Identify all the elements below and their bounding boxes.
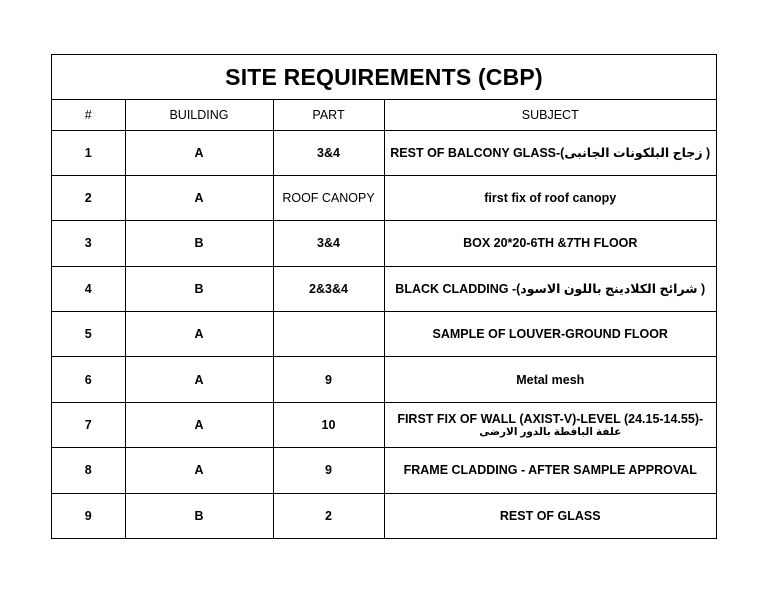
cell-subject — [384, 221, 716, 266]
cell-part — [273, 312, 384, 357]
table-row — [52, 130, 716, 175]
cell-building: B — [125, 266, 273, 311]
table-row — [52, 312, 716, 357]
subject-text: FRAME CLADDING - AFTER SAMPLE APPROVAL — [403, 463, 697, 478]
cell-subject — [384, 130, 716, 175]
table-row — [52, 221, 716, 266]
cell-subject — [384, 175, 716, 220]
cell-subject — [384, 493, 716, 538]
page-title: SITE REQUIREMENTS (CBP) — [52, 55, 716, 100]
table-row — [52, 175, 716, 220]
cell-building: A — [125, 448, 273, 493]
table-row — [52, 402, 716, 447]
table-header-row — [52, 100, 716, 130]
cell-building: A — [125, 175, 273, 220]
cell-building: B — [125, 221, 273, 266]
cell-subject — [384, 402, 716, 447]
column-header-part: PART — [273, 100, 384, 130]
cell-number: 8 — [52, 448, 125, 493]
subject-text: SAMPLE OF LOUVER-GROUND FLOOR — [432, 327, 668, 342]
cell-part: 2&3&4 — [273, 266, 384, 311]
cell-subject — [384, 266, 716, 311]
cell-number: 3 — [52, 221, 125, 266]
cell-number: 9 — [52, 493, 125, 538]
cell-subject — [384, 312, 716, 357]
subject-text: first fix of roof canopy — [484, 191, 617, 206]
subject-text-line2: علفة البافطة بالدور الارضى — [479, 426, 622, 439]
table-row — [52, 493, 716, 538]
cell-part: 9 — [273, 448, 384, 493]
cell-building: A — [125, 402, 273, 447]
column-header-building: BUILDING — [125, 100, 273, 130]
subject-text: FIRST FIX OF WALL (AXIST-V)-LEVEL (24.15-14.55)- — [397, 412, 704, 427]
cell-part: 2 — [273, 493, 384, 538]
cell-part: 10 — [273, 402, 384, 447]
cell-number: 2 — [52, 175, 125, 220]
column-header-number: # — [52, 100, 125, 130]
cell-building: A — [125, 312, 273, 357]
cell-number: 5 — [52, 312, 125, 357]
cell-subject — [384, 357, 716, 402]
column-header-subject: SUBJECT — [384, 100, 716, 130]
cell-building: B — [125, 493, 273, 538]
subject-text: Metal mesh — [516, 372, 585, 387]
table-row — [52, 357, 716, 402]
subject-text: BLACK CLADDING -(شرائح الكلادينج باللون الاسود ) — [395, 282, 706, 297]
cell-number: 7 — [52, 402, 125, 447]
cell-number: 4 — [52, 266, 125, 311]
cell-part: ROOF CANOPY — [273, 175, 384, 220]
subject-text: REST OF GLASS — [499, 509, 601, 524]
cell-building: A — [125, 130, 273, 175]
cell-part: 3&4 — [273, 221, 384, 266]
cell-subject — [384, 448, 716, 493]
table-row — [52, 266, 716, 311]
subject-text: REST OF BALCONY GLASS-(زجاج البلكونات الجانبى ) — [390, 146, 711, 161]
requirements-sheet — [51, 54, 717, 539]
cell-building: A — [125, 357, 273, 402]
cell-part: 9 — [273, 357, 384, 402]
cell-number: 1 — [52, 130, 125, 175]
subject-text: BOX 20*20-6TH &7TH FLOOR — [463, 236, 638, 251]
cell-part: 3&4 — [273, 130, 384, 175]
cell-number: 6 — [52, 357, 125, 402]
requirements-table — [52, 100, 716, 539]
table-row — [52, 448, 716, 493]
